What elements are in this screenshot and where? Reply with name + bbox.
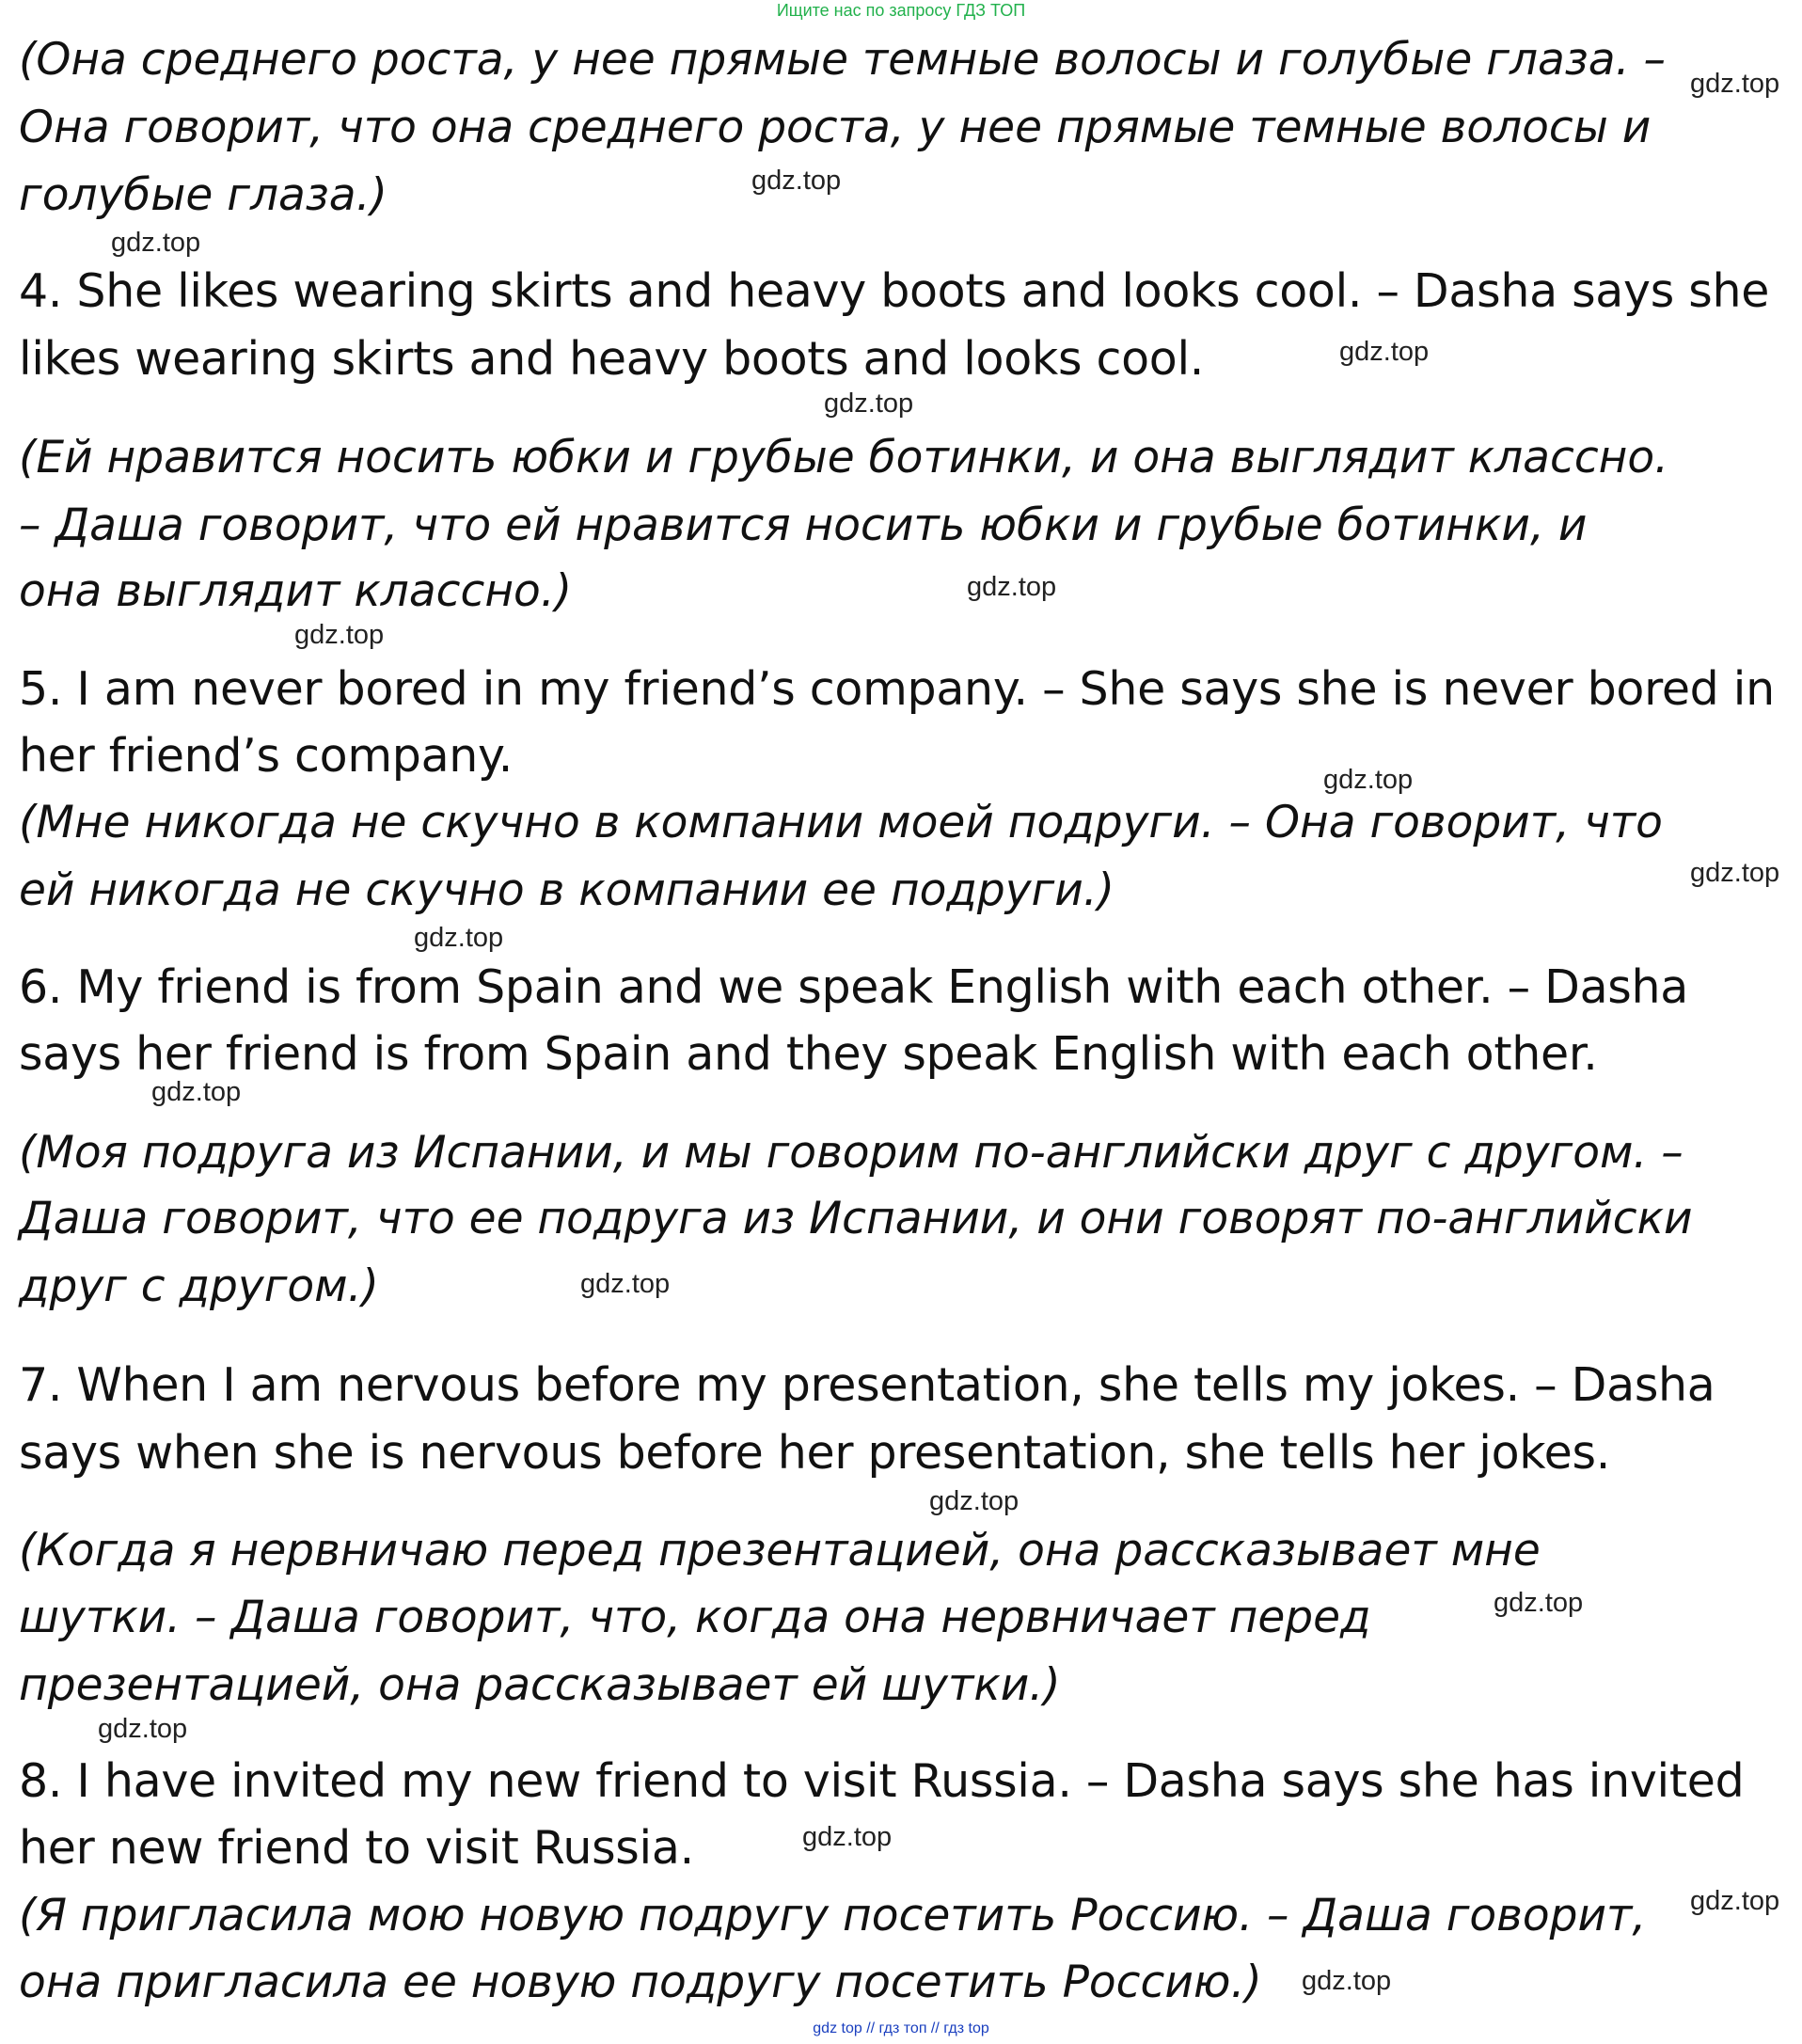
watermark: gdz.top <box>802 1822 893 1852</box>
text-line: likes wearing skirts and heavy boots and looks cool. <box>19 332 1205 386</box>
watermark: gdz.top <box>111 228 201 258</box>
search-hint-header: Ищите нас по запросу ГДЗ ТОП <box>776 1 1026 20</box>
watermark: gdz.top <box>1690 858 1780 888</box>
text-line: голубые глаза.) <box>19 169 387 221</box>
text-line: says when she is nervous before her presentation, she tells her jokes. <box>19 1426 1610 1480</box>
text-line: друг с другом.) <box>19 1260 379 1312</box>
watermark: gdz.top <box>151 1077 242 1107</box>
watermark: gdz.top <box>751 166 842 196</box>
watermark: gdz.top <box>98 1714 188 1744</box>
watermark: gdz.top <box>967 572 1057 602</box>
watermark: gdz.top <box>929 1486 1020 1516</box>
text-line: (Когда я нервничаю перед презентацией, она рассказывает мне <box>19 1525 1541 1577</box>
watermark: gdz.top <box>1494 1588 1584 1618</box>
watermark: gdz.top <box>1323 765 1414 795</box>
text-line: 6. My friend is from Spain and we speak English with each other. – Dasha <box>19 960 1689 1014</box>
text-line: 5. I am never bored in my friend’s company. – She says she is never bored in <box>19 662 1775 716</box>
text-line: 8. I have invited my new friend to visit Russia. – Dasha says she has invited <box>19 1754 1745 1808</box>
text-line: 7. When I am nervous before my presentation, she tells my jokes. – Dasha <box>19 1358 1715 1412</box>
text-line: Она говорит, что она среднего роста, у нее прямые темные волосы и <box>19 102 1652 153</box>
site-footer-note: gdz top // гдз топ // гдз top <box>813 2020 989 2036</box>
watermark: gdz.top <box>294 620 385 650</box>
text-line: (Она среднего роста, у нее прямые темные волосы и голубые глаза. – <box>19 34 1666 86</box>
text-line: Даша говорит, что ее подруга из Испании, и они говорят по-английски <box>19 1193 1693 1244</box>
watermark: gdz.top <box>1690 1886 1780 1916</box>
text-line: презентацией, она рассказывает ей шутки.) <box>19 1659 1061 1711</box>
text-line: (Ей нравится носить юбки и грубые ботинки, и она выглядит классно. <box>19 432 1669 483</box>
watermark: gdz.top <box>824 388 914 419</box>
watermark: gdz.top <box>1302 1966 1392 1996</box>
text-line: 4. She likes wearing skirts and heavy boots and looks cool. – Dasha says she <box>19 264 1770 318</box>
text-line: она пригласила ее новую подругу посетить Россию.) <box>19 1957 1262 2008</box>
text-line: (Моя подруга из Испании, и мы говорим по-английски друг с другом. – <box>19 1127 1683 1179</box>
text-line: her new friend to visit Russia. <box>19 1821 694 1875</box>
text-line: (Мне никогда не скучно в компании моей подруги. – Она говорит, что <box>19 797 1663 848</box>
text-line: – Даша говорит, что ей нравится носить юбки и грубые ботинки, и <box>19 499 1588 551</box>
text-line: (Я пригласила мою новую подругу посетить Россию. – Даша говорит, <box>19 1890 1647 1941</box>
watermark: gdz.top <box>580 1269 671 1299</box>
text-line: она выглядит классно.) <box>19 565 573 617</box>
text-line: says her friend is from Spain and they speak English with each other. <box>19 1027 1598 1081</box>
watermark: gdz.top <box>414 923 504 953</box>
text-line: шутки. – Даша говорит, что, когда она нервничает перед <box>19 1592 1371 1643</box>
watermark: gdz.top <box>1690 69 1780 99</box>
watermark: gdz.top <box>1339 337 1430 367</box>
text-line: her friend’s company. <box>19 729 514 783</box>
text-line: ей никогда не скучно в компании ее подруги.) <box>19 864 1115 916</box>
